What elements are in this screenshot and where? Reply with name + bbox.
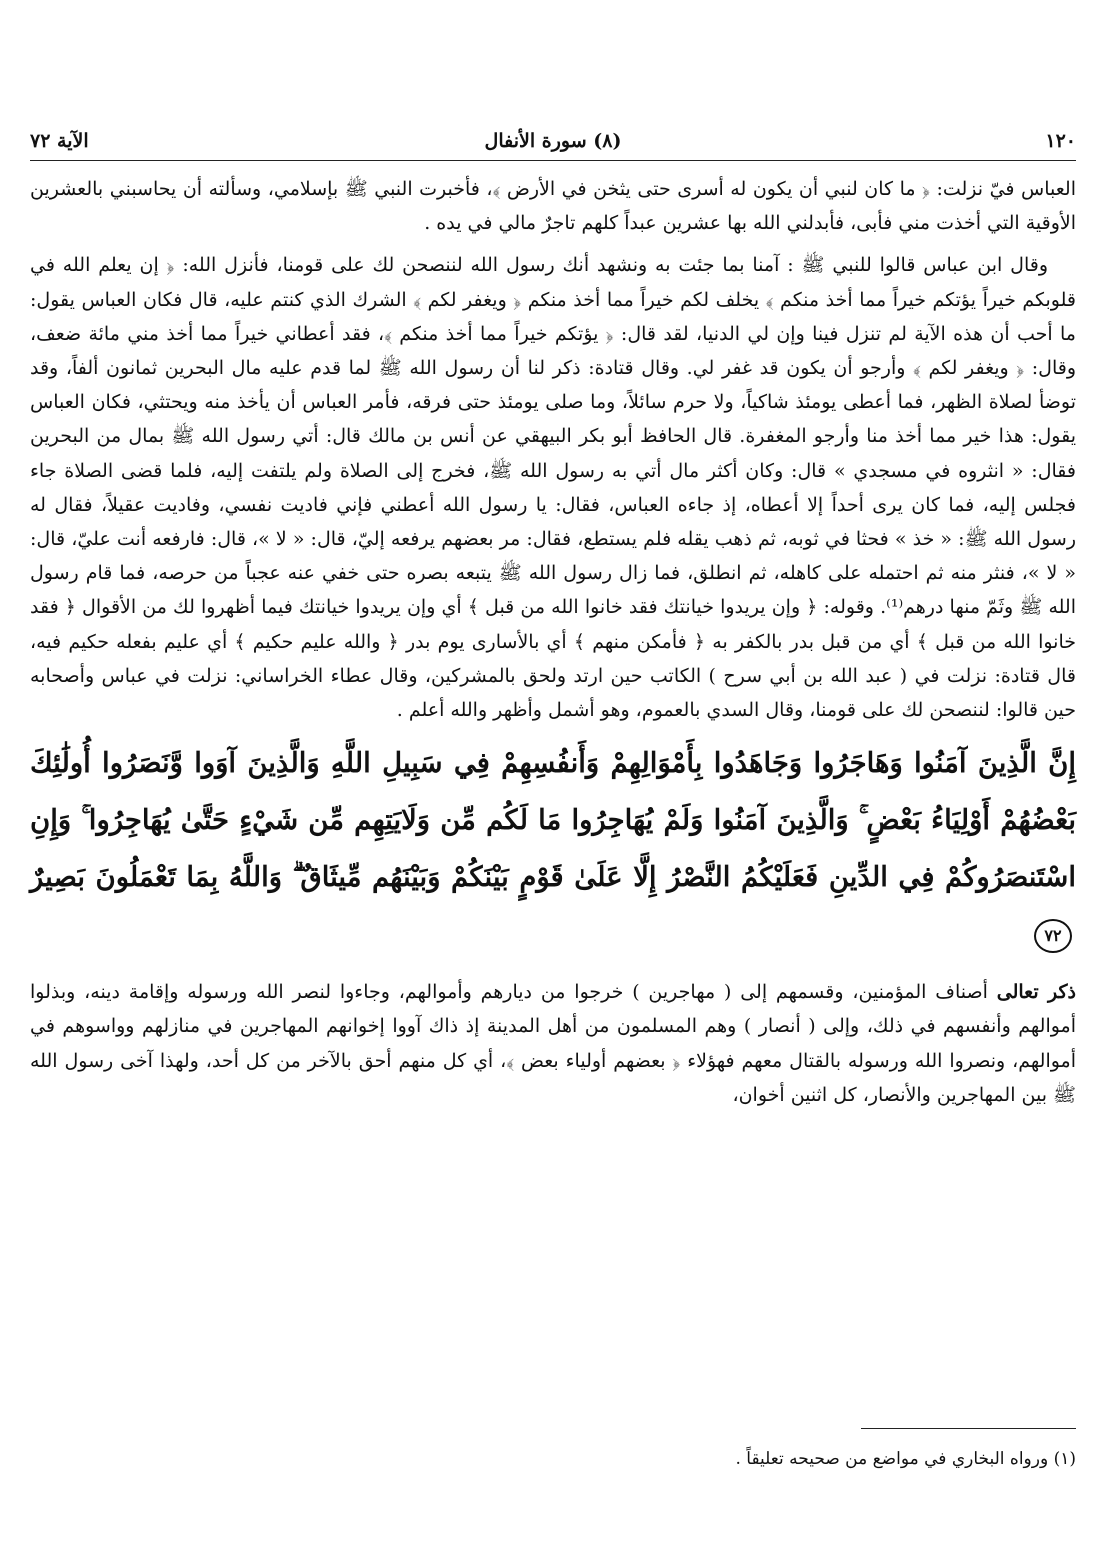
quran-verse	[30, 735, 1076, 963]
verse-text: إِنَّ الَّذِينَ آمَنُوا وَهَاجَرُوا وَجَاهَدُوا بِأَمْوَالِهِمْ وَأَنفُسِهِمْ فِي سَبِيلِ اللَّهِ وَالَّذِينَ آوَوا وَّنَصَرُوا أُولَٰئِكَ بَعْضُهُمْ أَوْلِيَاءُ بَعْضٍ ۚ وَالَّذِينَ آمَنُوا وَلَمْ يُهَاجِرُوا مَا لَكُم مِّن وَلَايَتِهِم مِّن شَيْءٍ حَتَّىٰ يُهَاجِرُوا ۚ وَإِنِ اسْتَنصَرُوكُمْ فِي الدِّينِ فَعَلَيْكُمُ النَّصْرُ إِلَّا عَلَىٰ قَوْمٍ بَيْنَكُمْ وَبَيْنَهُم مِّيثَاقٌ ۗ وَاللَّهُ بِمَا تَعْمَلُونَ بَصِيرٌ	[30, 747, 1076, 894]
ayah-label: الآية ٧٢	[30, 130, 89, 152]
commentary-text: أصناف المؤمنين، وقسمهم إلى ( مهاجرين ) خرجوا من ديارهم وأموالهم، وجاءوا لنصر الله ورسوله وإقامة دينه، وبذلوا أموالهم وأنفسهم في ذلك، وإلى ( أنصار ) وهم المسلمون من أهل المدينة إذ ذاك آووا إخوانهم المهاجرين في منازلهم وواسوهم في أموالهم، ونصروا الله ورسوله بالقتال معهم فهؤلاء ﴿ بعضهم أولياء بعض ﴾، أي كل منهم أحق بالآخر من كل أحد، ولهذا آخى رسول الله ﷺ بين المهاجرين والأنصار، كل اثنين أخوان،	[30, 981, 1076, 1106]
page-number: ١٢٠	[1045, 130, 1076, 152]
commentary-lead: ذكر تعالى	[996, 981, 1076, 1004]
commentary-paragraph	[30, 975, 1076, 1112]
paragraph-2: وقال ابن عباس قالوا للنبي ﷺ : آمنا بما جئت به ونشهد أنك رسول الله لننصحن لك على قومنا، فأنزل الله: ﴿ إن يعلم الله في قلوبكم خيراً يؤتكم خيراً مما أخذ منكم ﴾ يخلف لكم خيراً مما أخذ منكم ﴿ ويغفر لكم ﴾ الشرك الذي كنتم عليه، قال فكان العباس يقول: ما أحب أن هذه الآية لم تنزل فينا وإن لي الدنيا، لقد قال: ﴿ يؤتكم خيراً مما أخذ منكم ﴾، فقد أعطاني خيراً مما أخذ مني مائة ضعف، وقال: ﴿ ويغفر لكم ﴾ وأرجو أن يكون قد غفر لي. وقال قتادة: ذكر لنا أن رسول الله ﷺ لما قدم عليه مال البحرين ثمانون ألفاً، وقد توضأ لصلاة الظهر، فما أعطى يومئذ شاكياً، ولا حرم سائلاً، وما صلى يومئذ حتى فرقه، فأمر العباس أن يأخذ منه ويحتثي، فكان العباس يقول: هذا خير مما أخذ منا وأرجو المغفرة. قال الحافظ أبو بكر البيهقي عن أنس بن مالك قال: أتي رسول الله ﷺ بمال من البحرين فقال: « انثروه في مسجدي » قال: وكان أكثر مال أتي به رسول الله ﷺ، فخرج إلى الصلاة ولم يلتفت إليه، فلما قضى الصلاة جاء فجلس إليه، فما كان يرى أحداً إلا أعطاه، إذ جاءه العباس، فقال: يا رسول الله أعطني فإني فاديت نفسي، وفاديت عقيلاً، فقال له رسول الله ﷺ: « خذ » فحثا في ثوبه، ثم ذهب يقله فلم يستطع، فقال: مر بعضهم يرفعه إليّ، قال: « لا »، قال: فارفعه أنت عليّ، قال: « لا »، فنثر منه ثم احتمله على كاهله، ثم انطلق، فما زال رسول الله ﷺ يتبعه بصره حتى خفي عنه عجباً من حرصه، فما قام رسول الله ﷺ وثَمّ منها درهم⁽¹⁾. وقوله: ﴿ وإن يريدوا خيانتك فقد خانوا الله من قبل ﴾ أي وإن يريدوا خيانتك فيما أظهروا لك من الأقوال ﴿ فقد خانوا الله من قبل ﴾ أي من قبل بدر بالكفر به ﴿ فأمكن منهم ﴾ أي بالأسارى يوم بدر ﴿ والله عليم حكيم ﴾ أي عليم بفعله حكيم فيه، قال قتادة: نزلت في ( عبد الله بن أبي سرح ) الكاتب حين ارتد ولحق بالمشركين، وقال عطاء الخراساني: نزلت في عباس وأصحابه حين قالوا: لننصحن لك على قومنا، وقال السدي بالعموم، وهو أشمل وأظهر والله أعلم .	[30, 254, 1076, 722]
footnote-divider	[861, 1428, 1076, 1429]
paragraph-1: العباس فيّ نزلت: ﴿ ما كان لنبي أن يكون له أسرى حتى يثخن في الأرض ﴾، فأخبرت النبي ﷺ بإسلامي، وسألته أن يحاسبني بالعشرين الأوقية التي أخذت مني فأبى، فأبدلني الله بها عشرين عبداً كلهم تاجرٌ مالي في يده .	[30, 178, 1076, 235]
page-body	[30, 172, 1076, 1120]
page-header	[30, 130, 1076, 162]
footnote: (١) ورواه البخاري في مواضع من صحيحه تعليقاً .	[735, 1449, 1076, 1469]
verse-number-marker: ٧٢	[1034, 919, 1072, 953]
surah-title: (٨) سورة الأنفال	[484, 130, 622, 152]
header-divider	[30, 160, 1076, 161]
